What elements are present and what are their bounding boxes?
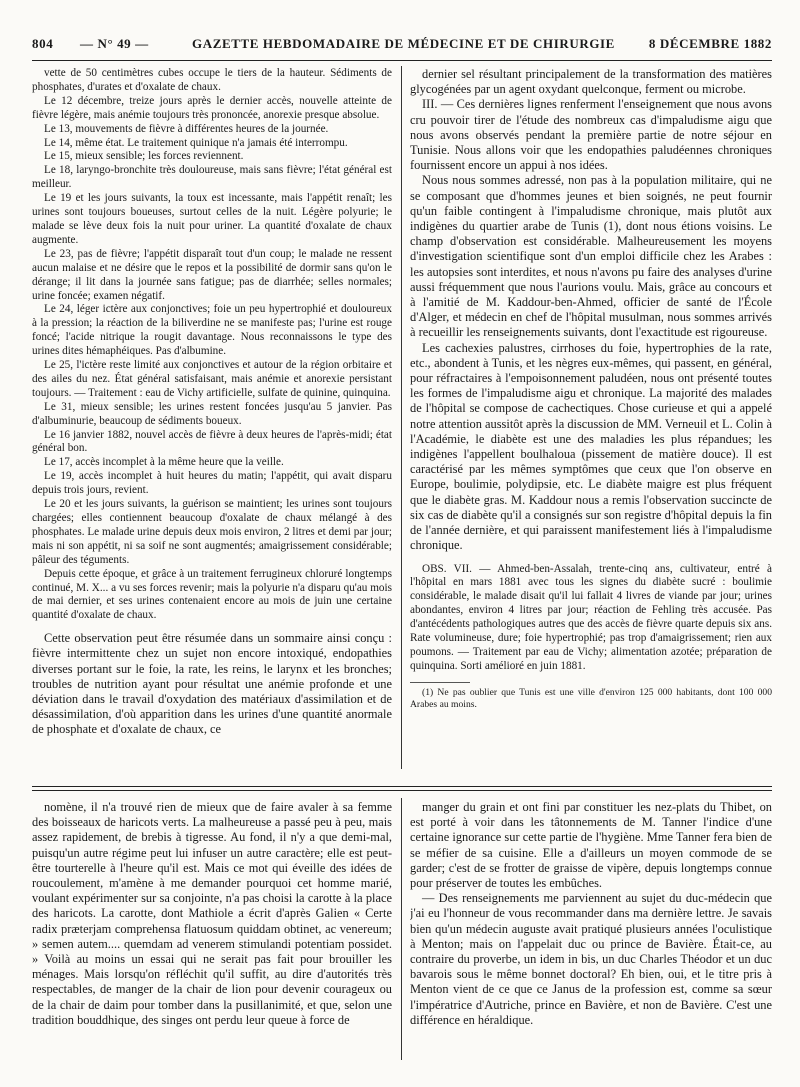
paragraph: III. — Ces dernières lignes renferment l'enseignement que nous avons cru pouvoir tirer de l'étude des nombreux cas d'impaludisme aigu que nous avons observés pendant la première partie de notre séjour en Tunisie. Nous allons voir que les endopathies paludéennes chroniques fournissent encore un appui à nos idées. (410, 97, 772, 173)
observation-paragraph: OBS. VII. — Ahmed-ben-Assalah, trente-cinq ans, cultivateur, entré à l'hôpital en mars 1881 avec tous les signes du diabète sucré : boulimie considérable, le malade disait qu'il lui fallait 4 livres de viande par jour; urines abondantes, environ 4 litres par jour; réaction de Fehling très accusée. Pas d'antécédents pathologiques autres que des accès de fièvre quarte depuis six ans. Rate volumineuse, dure; foie hypertrophié; pas trop d'amaigrissement; rien aux poumons. — Traitement par eau de Vichy; alimentation azotée; préparation de quinquina. Sorti amélioré en juin 1881. (410, 562, 772, 672)
page-number: 804 (32, 36, 54, 51)
paragraph: Le 12 décembre, treize jours après le dernier accès, nouvelle atteinte de fièvre légère, mais anémie toujours très prononcée, anorexie presque absolue. (32, 94, 392, 121)
paragraph: Le 31, mieux sensible; les urines restent foncées jusqu'au 5 janvier. Pas d'albuminurie, beaucoup de sédiments boueux. (32, 400, 392, 427)
column-divider-top (401, 66, 402, 769)
issue-date: 8 DÉCEMBRE 1882 (648, 36, 772, 51)
paragraph: nomène, il n'a trouvé rien de mieux que de faire avaler à sa femme des boisseaux de haricots verts. La malheureuse a passé peu à peu, mais assez rapidement, de brebis à tigresse. Au fond, il n'y a que demi-mal, puisqu'un autre régime peut lui infuser un autre caractère; elle est peut-être tourterelle à l'heure qu'il est. Mais ce mot qui éveille des idées de roucoulement, m'amène à me demander pourquoi cet homme marié, voulant expérimenter sur sa conjointe, n'a pas choisi la carotte à la place des haricots. La carotte, dont Mathiole a écrit d'après Galien « Certe radix præterjam comprehensa flatuosum quiddam obtinet, ac venereum; » semen autem.... quemdam ad venerem stimulandi potentiam possidet. » Voilà au moins un essai qui ne serait pas fait pour brouiller les ménages. Mais lorsqu'on réfléchit qu'il suffit, au dire d'autorités très respectables, de manger de la chair de lion pour devenir courageux ou de la chair de daim pour tomber dans la pusillanimité, et que, selon une tradition bouddhique, des singes ont perdu leur queue à force de (32, 800, 392, 1027)
paragraph: Le 17, accès incomplet à la même heure que la veille. (44, 456, 284, 469)
paragraph: Le 13, mouvements de fièvre à différentes heures de la journée. (44, 122, 329, 135)
summary-paragraph: Cette observation peut être résumée dans un sommaire ainsi conçu : fièvre intermittente chez un sujet non encore intoxiqué, endopathies diverses portant sur le foie, la rate, les reins, le larynx et les bronches; troubles de nutrition ayant pour résultat une anémie profonde et une déviation dans le travail d'oxydation des matériaux d'assimilation et de désassimilation, d'où apparition dans les urines d'une quantité anormale de phosphate et d'oxalate de chaux, ce (32, 631, 392, 737)
paragraph: Le 20 et les jours suivants, la guérison se maintient; les urines sont toujours chargées; elles contiennent beaucoup d'oxalate de chaux mélangé à des phosphates. Le malade urine depuis deux mois environ, 2 litres et demi par jour; mais ni son appétit, ni sa soif ne sont augmentés; amaigrissement considérable; pâleur des téguments. (32, 498, 392, 566)
column-bottom-left (32, 800, 392, 1055)
paragraph: vette de 50 centimètres cubes occupe le tiers de la hauteur. Sédiments de phosphates, d'urates et d'oxalate de chaux. (32, 67, 392, 93)
paragraph: Le 19 et les jours suivants, la toux est incessante, mais l'appétit renaît; les urines sont toujours boueuses, surtout celles de la nuit. Légère polyurie; le malade se lève deux fois la nuit pour uriner. La quantité d'oxalate de chaux augmente. (32, 192, 392, 246)
column-divider-bottom (401, 798, 402, 1060)
paragraph: Le 15, mieux sensible; les forces reviennent. (44, 150, 244, 163)
column-top-right (410, 67, 772, 767)
paragraph: Les cachexies palustres, cirrhoses du foie, hypertrophies de la rate, etc., abondent à Tunis, et les nègres eux-mêmes, qui passent, en général, pour réfractaires à l'empoisonnement paludéen, nous ont présenté toutes les formes de l'impaludisme aigu et chronique. La majorité des malades de l'hôpital se compose de cachectiques. Chose curieuse et qui a appelé notre attention aussitôt après la discussion de MM. Verneuil et L. Colin à l'Académie, le diabète est une des maladies les plus répandues; les indigènes l'appellent boulhaloua (pissement de matière douce). Il est caractérisé par les mêmes symptômes que ceux que l'on observe en Europe, boulimie, polydipsie, etc. Le diabète maigre est plus fréquent que le diabète gras. M. Kaddour nous a remis l'observation succincte de six cas de diabète qu'il a consignés sur son registre d'hôpital depuis la fin de l'année dernière, et qui paraissent manifestement liés à l'impaludisme chronique. (410, 340, 772, 553)
paragraph: Le 14, même état. Le traitement quinique n'a jamais été interrompu. (44, 136, 348, 149)
paragraph: Le 16 janvier 1882, nouvel accès de fièvre à deux heures de l'après-midi; état général bon. (32, 428, 392, 455)
column-bottom-right (410, 800, 772, 1055)
paragraph: Le 19, accès incomplet à huit heures du matin; l'appétit, qui avait disparu depuis trois jours, revient. (32, 470, 392, 497)
section-rule (32, 786, 772, 787)
paragraph: manger du grain et ont fini par constituer les nez-plats du Thibet, on est porté à voir dans les tâtonnements de M. Tanner l'indice d'une certaine ignorance sur cette partie de l'hygiène. Mme Tanner fera bien de se méfier de sa cuisine. Elle a d'ailleurs un moyen commode de se garder; c'est de se frotter de graisse de vipère, depuis longtemps connue pour préserver de toutes les embûches. (410, 800, 772, 891)
paragraph: Le 18, laryngo-bronchite très douloureuse, mais sans fièvre; l'état général est meilleur. (32, 164, 392, 191)
section-rule-double (32, 790, 772, 791)
issue-number: — N° 49 — (80, 36, 149, 51)
paragraph: Depuis cette époque, et grâce à un traitement ferrugineux chloruré longtemps continué, M. X... a vu ses forces revenir; mais la polyurie n'a disparu qu'au mois de mai dernier, et ses urines contenaient encore au mois de juin une certaine quantité d'oxalate de chaux. (32, 567, 392, 622)
paragraph: Le 24, léger ictère aux conjonctives; foie un peu hypertrophié et douloureux à la pression; la réaction de la biliverdine ne se manifeste pas; l'urine est rouge foncé; l'acide nitrique la rougit davantage. Nous reconnaissons le type des urines dites hémaphéiques. Pas d'albumine. (32, 303, 392, 358)
column-top-left (32, 67, 392, 767)
footnote-rule (410, 682, 470, 683)
paragraph: dernier sel résultant principalement de la transformation des matières glycogénées par un agent oxydant quelconque, ferment ou microbe. (410, 67, 772, 97)
page-header (32, 36, 772, 58)
header-rule (32, 60, 772, 61)
paragraph: Le 25, l'ictère reste limité aux conjonctives et autour de la région orbitaire et des ailes du nez. État général satisfaisant, mais anémie et anorexie persistant toujours. — Traitement : eau de Vichy artificielle, sulfate de quinine, quinquina. (32, 359, 392, 399)
paragraph: — Des renseignements me parviennent au sujet du duc-médecin que j'ai eu l'honneur de vous recommander dans ma dernière lettre. Je savais bien qu'un médecin auguste avait pratiqué plusieurs années l'oculistique à Menton; mais on l'appelait duc ou prince de Bavière. Était-ce, au contraire du proverbe, un idem in bis, un duc Charles Théodor et un duc bavarois sous le même bonnet doctoral? Eh bien, oui, et le titre pris à Menton vient de ce que ce Janus de la profession est, comme sa sœur l'impératrice d'Autriche, prince en Bavière, et non de Bavière. C'est une différence en héraldique. (410, 891, 772, 1027)
paragraph: Nous nous sommes adressé, non pas à la population militaire, qui ne se composant que d'hommes jeunes et bien soignés, ne peut fournir qu'un faible contingent à l'impaludisme chronique, mais plutôt aux indigènes du quartier arabe de Tunis (1), dont nous étions voisins. Le champ d'observation est considérable. Malheureusement les moyens d'investigation scientifique sont d'un emploi difficile chez les Arabes : les autopsies sont interdites, et nous n'avons pu faire des analyses d'urine aussi fréquemment que nous l'aurions voulu. Mais, grâce au concours et à l'amitié de M. Kaddour-ben-Ahmed, officier de santé de l'École d'Alger, et médecin en chef de l'hôpital musulman, nous sommes arrivés à recueillir les renseignements suivants, dont l'exactitude est rigoureuse. (410, 173, 772, 340)
paragraph: Le 23, pas de fièvre; l'appétit disparaît tout d'un coup; le malade ne ressent aucun malaise et ne désire que le repos et la possibilité de dormir sans qu'on le dérange; il lit dans la journée sans fatigue; pas de diarrhée; selles normales; urine foncée; examen négatif. (32, 247, 392, 302)
footnote: (1) Ne pas oublier que Tunis est une ville d'environ 125 000 habitants, dont 100 000 Arabes au moins. (410, 686, 772, 710)
journal-title: GAZETTE HEBDOMADAIRE DE MÉDECINE ET DE CHIRURGIE (192, 36, 615, 51)
